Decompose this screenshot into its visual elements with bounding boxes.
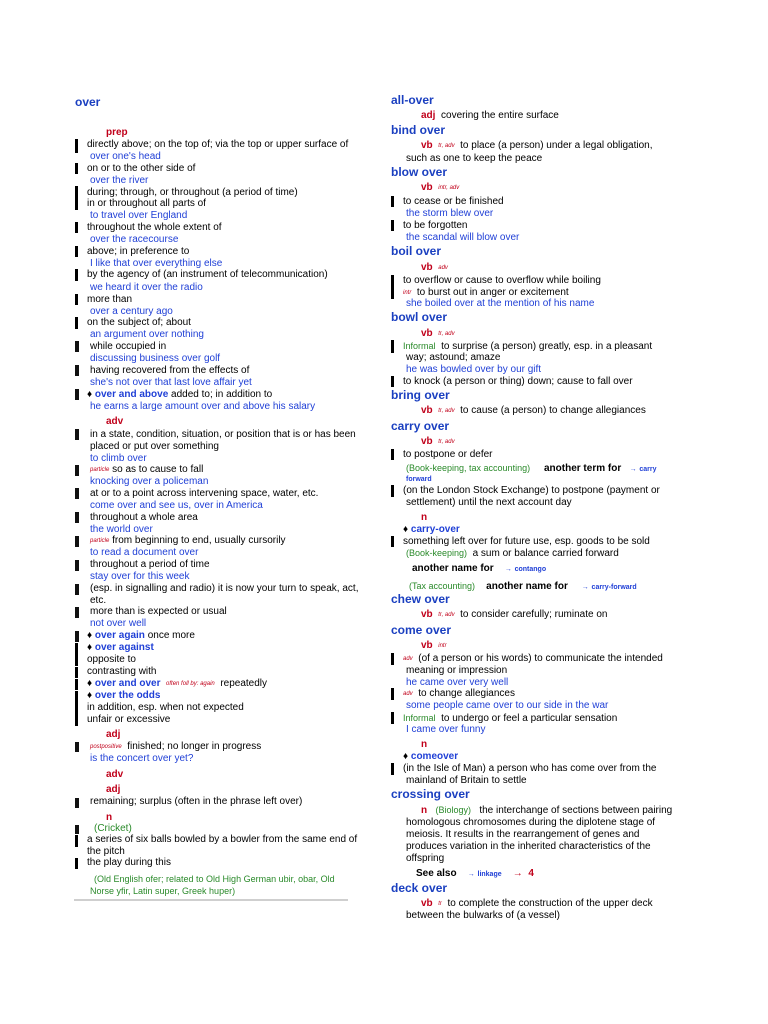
sense: placed or put over something <box>90 441 219 452</box>
etymology: (Old English ofer; related to Old High German ubir, obar, Old <box>94 874 335 884</box>
phrase-line <box>87 642 154 654</box>
sense-marker <box>75 607 79 618</box>
sense: once more <box>147 630 195 641</box>
pos-label: vb <box>421 140 433 151</box>
usage-label: particle <box>90 538 110 544</box>
example: the world over <box>90 524 153 535</box>
example: he was bowled over by our gift <box>406 364 542 375</box>
entry-line <box>421 328 455 340</box>
entry-line <box>421 640 447 652</box>
sense-marker <box>75 679 78 690</box>
another-name: another name for <box>412 563 494 574</box>
sense-marker <box>75 163 78 174</box>
pos-label: adj <box>106 784 121 795</box>
sense: during; through, or throughout (a period of time) <box>87 187 298 198</box>
phrase-line <box>87 389 272 401</box>
sense-marker <box>391 712 394 724</box>
usage-label: adv <box>403 691 413 697</box>
sense-line <box>412 563 546 576</box>
sense-line <box>90 535 286 547</box>
usage-label: adv <box>438 265 448 271</box>
entry-headword: boil over <box>391 244 442 258</box>
sense: to undergo or feel a particular sensation <box>441 713 618 724</box>
entry-headword: over <box>75 95 101 109</box>
sense-marker <box>75 198 78 210</box>
sense-marker <box>391 688 394 700</box>
example: not over well <box>90 618 147 629</box>
sense-marker <box>75 742 79 752</box>
sense-marker <box>75 317 78 329</box>
usage-label: postpositive <box>90 744 122 750</box>
another-term: another term for <box>543 463 622 474</box>
sense-marker <box>75 536 79 547</box>
usage-label: tr <box>438 901 442 907</box>
sense: by the agency of (an instrument of telecommunication) <box>87 269 328 280</box>
sense: added to; in addition to <box>171 389 273 400</box>
sense: to surprise (a person) greatly, esp. in a pleasant <box>441 341 653 352</box>
sense-marker <box>75 139 78 153</box>
sense: to burst out in anger or excitement <box>416 287 569 298</box>
phrase-bullet: ♦ <box>87 690 95 701</box>
entry-headword: all-over <box>391 93 434 107</box>
crossref-link[interactable]: carry-forward <box>591 584 637 591</box>
sense: a sum or balance carried forward <box>472 548 619 559</box>
sense-marker <box>75 222 78 233</box>
sense: to cause (a person) to change allegiances <box>460 405 646 416</box>
sense: directly above; on the top of; via the top or upper surface of <box>87 139 349 150</box>
sense: in or throughout all parts of <box>87 198 206 209</box>
sense-marker <box>75 631 79 642</box>
example: an argument over nothing <box>90 329 204 340</box>
usage-label: often foll by: again <box>166 681 215 687</box>
usage-label: (Cricket) <box>94 823 132 834</box>
another-name: another name for <box>486 581 568 592</box>
sense: throughout a whole area <box>90 512 198 523</box>
sense: to postpone or defer <box>403 449 493 460</box>
pos-label: vb <box>421 898 433 909</box>
example: discussing business over golf <box>90 353 221 364</box>
sense: homologous chromosomes during the diplotene stage of <box>406 817 656 828</box>
sense: something left over for future use, esp. goods to be sold <box>403 536 650 547</box>
usage-label: (Book-keeping, tax accounting) <box>406 463 531 473</box>
pos-label: vb <box>421 182 433 193</box>
sense: on or to the other side of <box>87 163 196 174</box>
usage-label: tr, adv <box>438 143 455 149</box>
entry-line <box>421 140 653 152</box>
crossref-link[interactable]: contango <box>514 566 547 573</box>
pos-label: n <box>106 812 113 823</box>
sense: the play during this <box>87 857 171 868</box>
pos-label: vb <box>421 328 433 339</box>
entry-headword: carry over <box>391 419 450 433</box>
phrase-bullet: ♦ <box>87 678 95 689</box>
sense-marker <box>391 536 394 547</box>
example: she boiled over at the mention of his name <box>406 298 595 309</box>
example: knocking over a policeman <box>90 476 209 487</box>
arrow-icon: → <box>504 566 512 573</box>
sense: to change allegiances <box>418 688 515 699</box>
etymology: Norse yfir, Latin super, Greek huper) <box>90 886 236 896</box>
sense: mainland of Britain to settle <box>406 775 527 786</box>
phrase-bullet: ♦ <box>403 751 411 762</box>
sense: to overflow or cause to overflow while boiling <box>403 275 601 286</box>
pos-label: vb <box>421 640 433 651</box>
entry-line <box>421 110 559 122</box>
sense: in addition, esp. when not expected <box>87 702 244 713</box>
example: to climb over <box>90 453 147 464</box>
sense: while occupied in <box>90 341 167 352</box>
example: over the river <box>90 175 149 186</box>
sense: meiosis. It results in the rearrangement of genes and <box>406 829 640 840</box>
usage-label: Informal <box>403 341 436 351</box>
sense: way; astound; amaze <box>406 352 501 363</box>
sense: meaning or impression <box>406 665 508 676</box>
entry-headword: bring over <box>391 388 450 402</box>
phrase-bullet: ♦ <box>87 389 95 400</box>
pos-label: vb <box>421 436 433 447</box>
usage-label: Informal <box>403 713 436 723</box>
sense-marker <box>391 275 394 299</box>
pos-label: n <box>421 739 428 750</box>
entry-line <box>421 804 672 817</box>
sense: to knock (a person or thing) down; cause to fall over <box>403 376 633 387</box>
sense-marker <box>75 465 79 476</box>
sense-marker <box>75 512 79 523</box>
entry-headword: crossing over <box>391 787 470 801</box>
usage-label: tr, adv <box>438 612 455 618</box>
sense: (of a person or his words) to communicate the intended <box>418 653 663 664</box>
sense: the interchange of sections between pairing <box>479 805 673 816</box>
phrase-line <box>403 524 460 536</box>
arrow-icon: → <box>629 466 637 473</box>
sense-line <box>90 741 261 753</box>
example: she's not over that last love affair yet <box>90 377 252 388</box>
pos-label: adv <box>106 769 124 780</box>
arrow-icon: → <box>581 584 589 591</box>
usage-label: particle <box>90 467 110 473</box>
sense-marker <box>391 653 394 665</box>
entry-headword: chew over <box>391 592 450 606</box>
see-also-label: See also <box>416 868 457 879</box>
subentry: over again <box>94 630 145 641</box>
sense-marker <box>75 488 79 499</box>
sense-marker <box>75 798 79 808</box>
sense-line <box>406 462 656 476</box>
sense: a series of six balls bowled by a bowler from the same end of <box>87 834 358 845</box>
sense: (in the Isle of Man) a person who has come over from the <box>403 763 657 774</box>
sense: throughout a period of time <box>90 559 210 570</box>
entry-line <box>421 262 448 274</box>
arrow-icon: → <box>467 871 475 878</box>
usage-label: intr <box>403 290 412 296</box>
sense-marker <box>75 714 78 726</box>
sense-marker <box>391 220 394 231</box>
example: to travel over England <box>90 210 188 221</box>
example: he earns a large amount over and above his salary <box>90 401 316 412</box>
sense: to cease or be finished <box>403 196 504 207</box>
sense-marker <box>75 702 78 714</box>
sense: more than <box>87 294 133 305</box>
example: come over and see us, over in America <box>90 500 263 511</box>
example: to read a document over <box>90 547 199 558</box>
subentry: comeover <box>410 751 459 762</box>
sense-marker <box>75 835 78 847</box>
entry-line <box>421 898 653 910</box>
crossref-link[interactable]: carry <box>639 466 657 473</box>
example: some people came over to our side in the war <box>406 700 609 711</box>
sense-line <box>90 464 203 476</box>
example: I came over funny <box>406 724 486 735</box>
sense: unfair or excessive <box>87 714 171 725</box>
pos-label: n <box>421 512 428 523</box>
sense-marker <box>391 449 394 460</box>
sense: having recovered from the effects of <box>90 365 250 376</box>
example: I like that over everything else <box>90 258 223 269</box>
usage-label: (Biology) <box>435 805 471 815</box>
sense: offspring <box>406 853 445 864</box>
example: over the racecourse <box>90 234 179 245</box>
sense-marker <box>75 858 78 869</box>
sense: the pitch <box>87 846 125 857</box>
crossref-link[interactable]: linkage <box>477 871 502 878</box>
sense-marker <box>391 763 394 775</box>
sense: etc. <box>90 595 107 606</box>
usage-label: tr, adv <box>438 439 455 445</box>
entry-headword: deck over <box>391 881 448 895</box>
entry-headword: blow over <box>391 165 448 179</box>
sense: to complete the construction of the upper deck <box>447 898 653 909</box>
sense-marker <box>75 655 78 666</box>
sense-marker <box>75 341 79 352</box>
usage-label: intr <box>438 643 447 649</box>
sense: settlement) until the next account day <box>406 497 572 508</box>
sense-marker <box>75 825 79 834</box>
entry-headword: bind over <box>391 123 446 137</box>
sense: on the subject of; about <box>87 317 191 328</box>
crossref-link[interactable]: forward <box>406 476 432 483</box>
sense-marker <box>75 246 78 257</box>
sense-marker <box>75 294 78 305</box>
sense-line <box>406 547 619 560</box>
example: the scandal will blow over <box>406 232 520 243</box>
phrase-bullet: ♦ <box>403 524 411 535</box>
sense: remaining; surplus (often in the phrase left over) <box>90 796 303 807</box>
pos-label: adj <box>106 729 121 740</box>
entry-line <box>421 405 646 417</box>
arrow-icon: → <box>512 868 523 879</box>
sense: covering the entire surface <box>441 110 559 121</box>
phrase-bullet: ♦ <box>87 642 95 653</box>
sense: in a state, condition, situation, or position that is or has been <box>90 429 356 440</box>
sense: more than is expected or usual <box>90 606 227 617</box>
example: stay over for this week <box>90 571 190 582</box>
sense: so as to cause to fall <box>112 464 204 475</box>
subentry: over the odds <box>94 690 161 701</box>
sense-marker <box>75 269 78 281</box>
subentry: over and above <box>94 389 169 400</box>
sense: repeatedly <box>220 678 268 689</box>
see-also-line <box>416 868 534 881</box>
sense-marker <box>75 584 79 595</box>
sense-marker <box>75 389 79 400</box>
sense: at or to a point across intervening space, water, etc. <box>90 488 319 499</box>
entry-line <box>421 182 459 194</box>
usage-label: tr, adv <box>438 331 455 337</box>
phrase-line <box>87 678 267 690</box>
phrase-line <box>403 751 458 763</box>
phrase-bullet: ♦ <box>87 630 95 641</box>
entry-line <box>421 436 455 448</box>
usage-label: (Tax accounting) <box>409 581 476 591</box>
sense-marker <box>391 340 394 353</box>
phrase-line <box>87 630 195 642</box>
sense-marker <box>75 429 79 440</box>
sense: to consider carefully; ruminate on <box>460 609 608 620</box>
subentry: over and over <box>94 678 161 689</box>
sense: to place (a person) under a legal obligation, <box>460 140 653 151</box>
sense: such as one to keep the peace <box>406 153 543 164</box>
example: he came over very well <box>406 677 509 688</box>
sense: finished; no longer in progress <box>127 741 262 752</box>
entry-headword: come over <box>391 623 452 637</box>
entry-headword: bowl over <box>391 310 448 324</box>
sense: produces variation in the inherited characteristics of the <box>406 841 651 852</box>
subentry: carry-over <box>410 524 460 535</box>
sense: opposite to <box>87 654 136 665</box>
sense-marker <box>75 365 79 376</box>
sense: between the bulwarks of (a vessel) <box>406 910 560 921</box>
usage-label: (Book-keeping) <box>406 548 468 558</box>
pos-label: vb <box>421 262 433 273</box>
subentry: over against <box>94 642 154 653</box>
phrase-line <box>87 690 160 702</box>
example: over a century ago <box>90 306 173 317</box>
pos-label: vb <box>421 609 433 620</box>
sense-marker <box>391 196 394 207</box>
pos-label: adj <box>421 110 436 121</box>
sense-line <box>403 688 515 700</box>
sense: (on the London Stock Exchange) to postpone (payment or <box>403 485 660 496</box>
sense-marker <box>391 485 394 497</box>
sense: from beginning to end, usually cursorily <box>112 535 286 546</box>
sense: above; in preference to <box>87 246 190 257</box>
usage-label: intr, adv <box>438 185 460 191</box>
crossref-link[interactable]: 4 <box>528 868 534 879</box>
sense: to be forgotten <box>403 220 468 231</box>
sense: (esp. in signalling and radio) it is now your turn to speak, act, <box>90 583 359 594</box>
sense: throughout the whole extent of <box>87 222 222 233</box>
sense: contrasting with <box>87 666 157 677</box>
sense-marker <box>75 560 79 571</box>
example: the storm blew over <box>406 208 494 219</box>
pos-label: prep <box>106 127 128 138</box>
pos-label: vb <box>421 405 433 416</box>
example: we heard it over the radio <box>90 282 203 293</box>
example: is the concert over yet? <box>90 753 194 764</box>
usage-label: tr, adv <box>438 408 455 414</box>
pos-label: n <box>421 805 428 816</box>
sense-marker <box>391 376 394 387</box>
sense-marker <box>75 667 78 678</box>
sense-marker <box>75 643 78 655</box>
sense-marker <box>75 186 78 198</box>
column-divider <box>74 899 348 901</box>
example: over one's head <box>90 151 161 162</box>
sense-line <box>403 653 663 665</box>
pos-label: adv <box>106 416 124 427</box>
usage-label: adv <box>403 656 413 662</box>
sense-marker <box>75 691 78 702</box>
entry-line <box>421 609 607 621</box>
